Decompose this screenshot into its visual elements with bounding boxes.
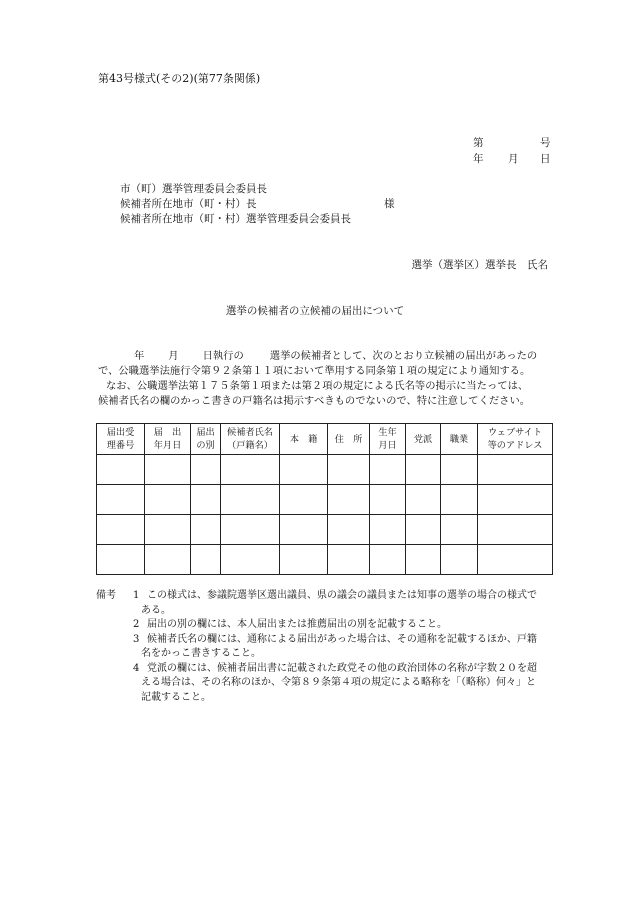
table-cell[interactable] (145, 515, 191, 545)
doc-number-suffix: 号 (540, 137, 551, 149)
note-3: 3 候補者氏名の欄には、通称による届出があった場合は、その通称を記載するほか、戸籍 名をかっこ書きすること。 (133, 633, 537, 659)
table-cell[interactable] (97, 515, 145, 545)
table-cell[interactable] (191, 545, 221, 575)
date-year: 年 (473, 153, 484, 165)
date-day: 日 (540, 153, 551, 165)
column-header: 職業 (441, 424, 478, 455)
remarks (96, 589, 566, 705)
notice-body (98, 349, 568, 409)
table-cell[interactable] (280, 515, 328, 545)
addressee-honorific: 様 (384, 198, 395, 210)
body-para2-line1: なお、公職選挙法第１７５条第１項または第２項の規定による氏名等の掲示に当たっては、 (106, 380, 529, 392)
table-cell[interactable] (221, 485, 280, 515)
table-cell[interactable] (370, 545, 406, 575)
table-cell[interactable] (441, 545, 478, 575)
table-cell[interactable] (97, 485, 145, 515)
column-header: 届出受 理番号 (97, 424, 145, 455)
table-cell[interactable] (221, 515, 280, 545)
form-title: 第43号様式(その2)(第77条関係) (98, 72, 261, 85)
table-cell[interactable] (441, 455, 478, 485)
table-cell[interactable] (441, 485, 478, 515)
table-cell[interactable] (145, 455, 191, 485)
table-cell[interactable] (145, 485, 191, 515)
table-cell[interactable] (145, 545, 191, 575)
column-header: 本 籍 (280, 424, 328, 455)
table-cell[interactable] (280, 455, 328, 485)
sender: 選挙（選挙区）選挙長 氏名 (411, 259, 548, 271)
table-cell[interactable] (478, 455, 553, 485)
table-cell[interactable] (97, 545, 145, 575)
table-cell[interactable] (478, 485, 553, 515)
date-month: 月 (508, 153, 519, 165)
table-cell[interactable] (328, 455, 370, 485)
body-para1-line1: 年 月 日執行の 選挙の候補者として、次のとおり立候補の届出があったの (134, 350, 538, 362)
column-header: 生年 月日 (370, 424, 406, 455)
column-header: 党派 (406, 424, 441, 455)
note-2: 2 届出の別の欄には、本人届出または推薦届出の別を記載すること。 (133, 619, 447, 630)
table-cell[interactable] (406, 485, 441, 515)
table-cell[interactable] (406, 515, 441, 545)
table-cell[interactable] (406, 545, 441, 575)
table-cell[interactable] (441, 515, 478, 545)
table-cell[interactable] (221, 545, 280, 575)
table-cell[interactable] (191, 455, 221, 485)
table-cell[interactable] (191, 485, 221, 515)
column-header: 候補者氏名 （戸籍名） (221, 424, 280, 455)
body-para1-line2: で、公職選挙法施行令第９２条第１１項において準用する同条第１項の規定により通知する。 (98, 365, 531, 377)
table-cell[interactable] (370, 485, 406, 515)
column-header: ウェブサイト 等のアドレス (478, 424, 553, 455)
table-cell[interactable] (280, 485, 328, 515)
document-subject: 選挙の候補者の立候補の届出について (225, 305, 405, 317)
table-cell[interactable] (328, 545, 370, 575)
addressee-line-2: 候補者所在地市（町・村）長 (120, 198, 257, 210)
table-row (97, 545, 553, 575)
column-header: 住 所 (328, 424, 370, 455)
table-cell[interactable] (280, 545, 328, 575)
table-cell[interactable] (478, 545, 553, 575)
body-para2-line2: 候補者氏名の欄のかっこ書きの戸籍名は掲示すべきものでないので、特に注意してください。 (98, 395, 531, 407)
table-row (97, 455, 553, 485)
table-cell[interactable] (478, 515, 553, 545)
note-1: 備考 1 この様式は、参議院選挙区選出議員、県の議会の議員または知事の選挙の場合の様式で ある。 (96, 590, 537, 616)
table-row (97, 515, 553, 545)
column-header: 届 出 年月日 (145, 424, 191, 455)
table-cell[interactable] (370, 515, 406, 545)
note-4: 4 党派の欄には、候補者届出書に記載された政党その他の政治団体の名称が字数２０を超 える場合は、その名称のほか、令第８９条第４項の規定による略称を「（略称）何々」と 記載すること。 (133, 662, 537, 703)
table-cell[interactable] (191, 515, 221, 545)
table-cell[interactable] (328, 485, 370, 515)
table-header-row (97, 424, 553, 455)
table-cell[interactable] (97, 455, 145, 485)
table-cell[interactable] (406, 455, 441, 485)
table-cell[interactable] (221, 455, 280, 485)
table-cell[interactable] (328, 515, 370, 545)
addressee-line-3: 候補者所在地市（町・村）選挙管理委員会委員長 (120, 213, 351, 225)
table-cell[interactable] (370, 455, 406, 485)
candidate-table (96, 423, 553, 575)
remarks-label: 備考 (96, 590, 116, 601)
doc-number-label: 第 (473, 137, 484, 149)
addressee-line-1: 市（町）選挙管理委員会委員長 (120, 183, 267, 195)
table-row (97, 485, 553, 515)
column-header: 届出 の別 (191, 424, 221, 455)
